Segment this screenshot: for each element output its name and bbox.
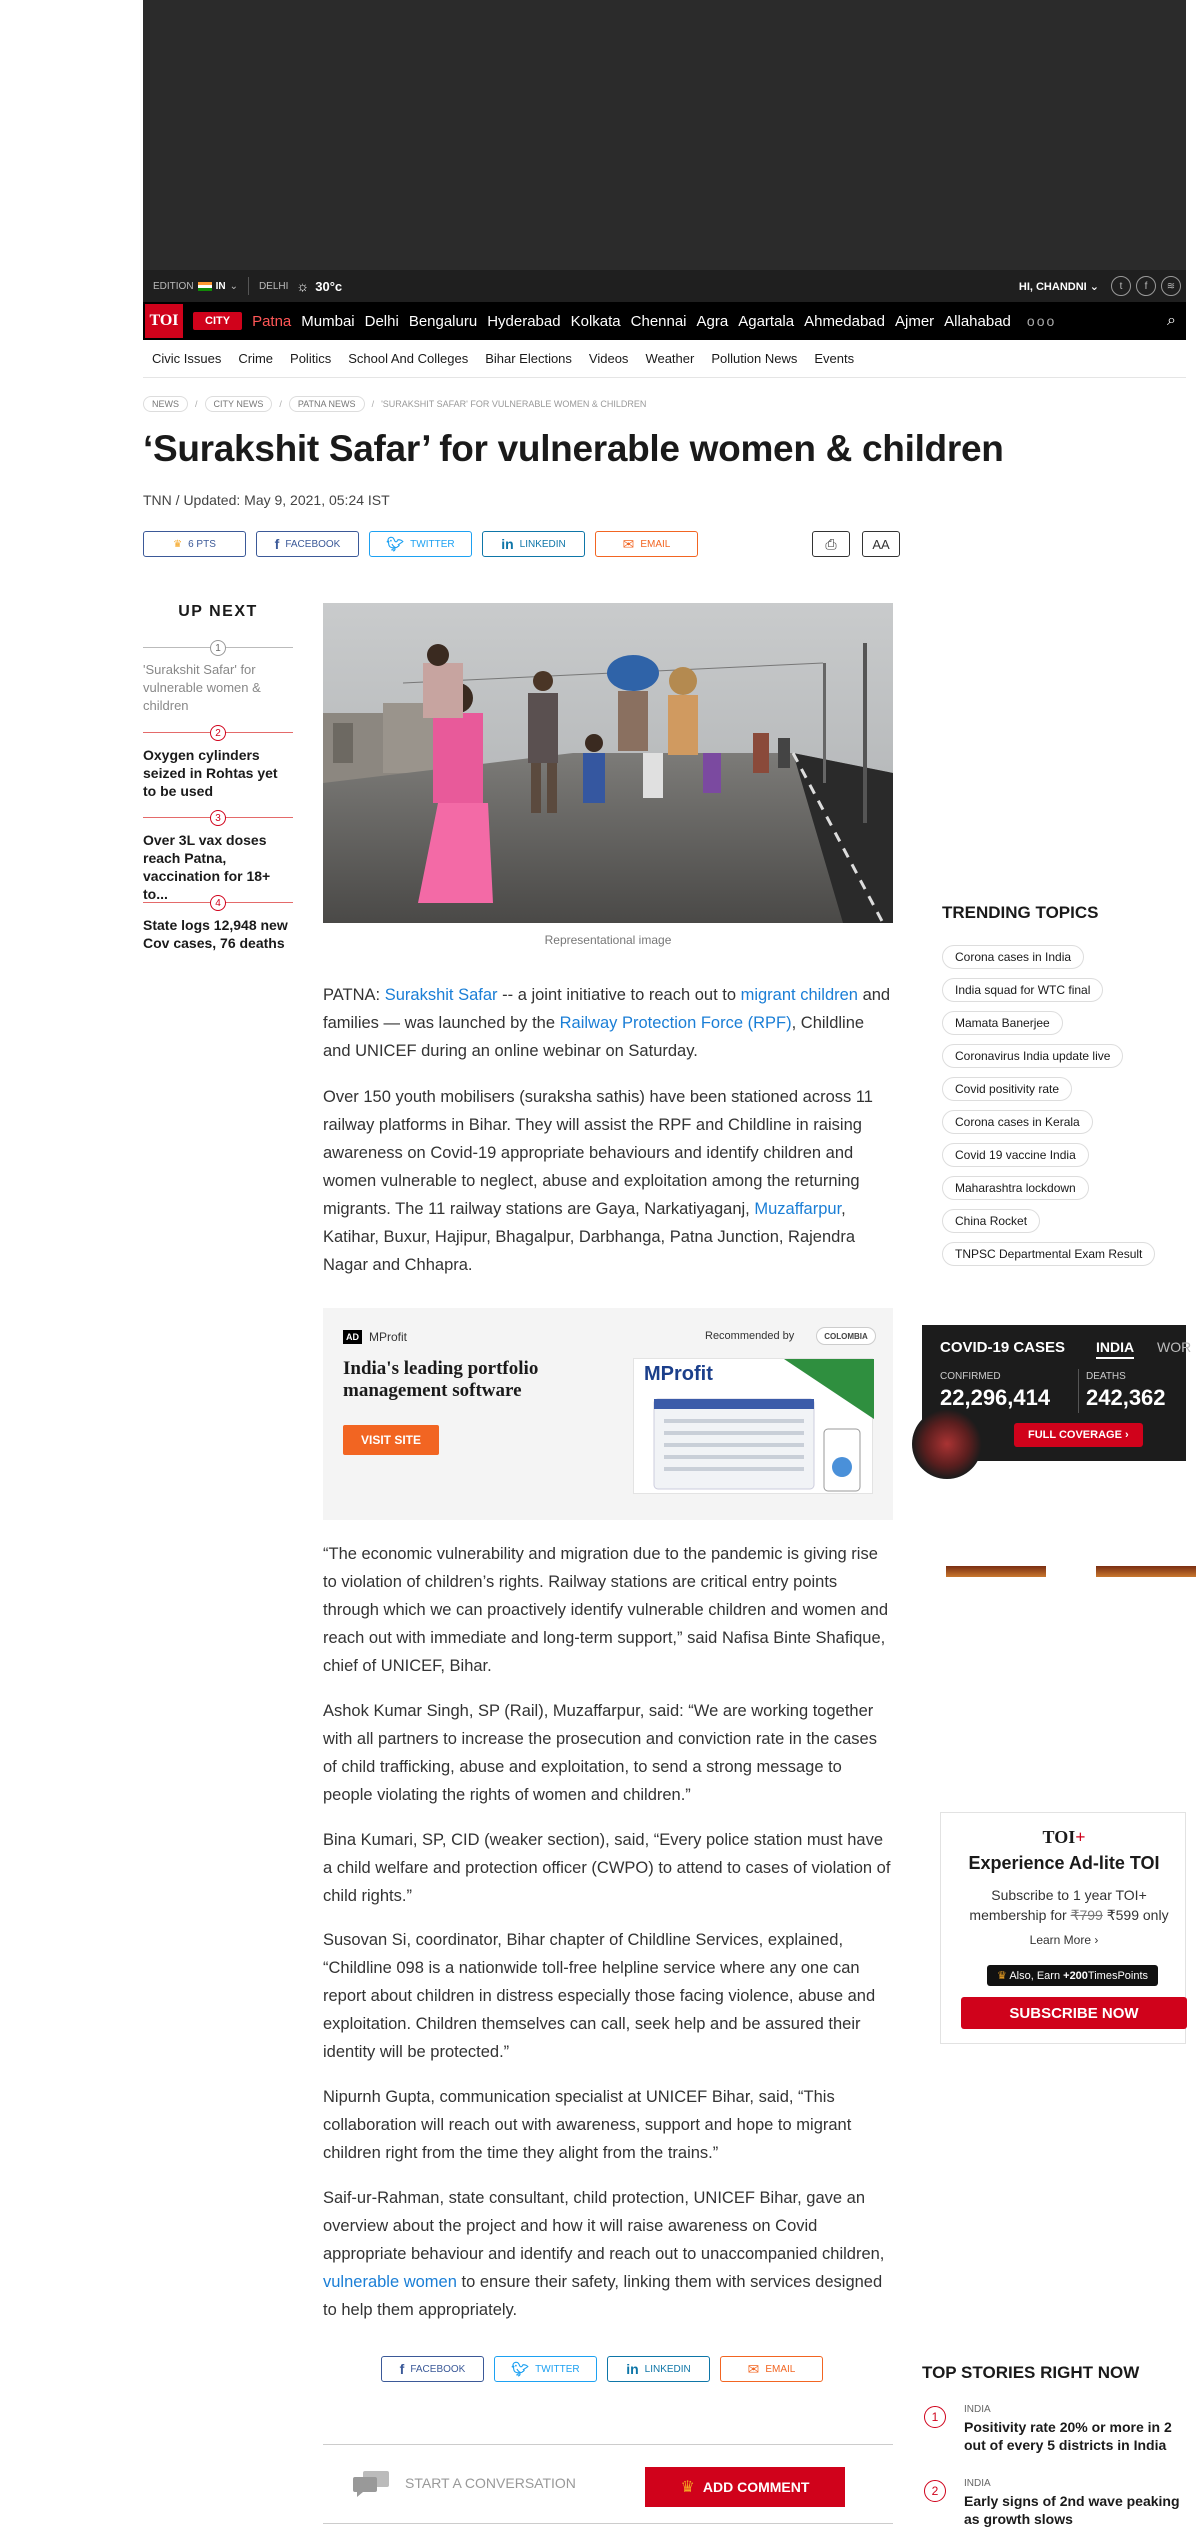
image-caption: Representational image [544, 933, 672, 947]
thumbnail-image[interactable] [1096, 1566, 1196, 1588]
up-next-item[interactable] [143, 640, 293, 715]
article-paragraph-3: “The economic vulnerability and migration due to the pandemic is giving rise to violation of children’s rights. Railway stations are critical entry points through which we can proactively identify vulnerable children and women and reach out with immediate and long-term support,” said Nafisa Binte Shafique, chief of UNICEF, Bihar. [323, 1545, 888, 1675]
search-icon[interactable]: ⌕ [1167, 312, 1176, 329]
facebook-label: FACEBOOK [410, 2363, 466, 2375]
native-ad[interactable] [323, 1308, 893, 1520]
story-kicker: INDIA [964, 2478, 991, 2489]
full-coverage-button[interactable]: FULL COVERAGE › [1014, 1423, 1143, 1447]
facebook-icon[interactable]: f [1136, 276, 1156, 296]
article-paragraph-5: Bina Kumari, SP, CID (weaker section), said, “Every police station must have a child welfare and protection officer (CWPO) to attend to cases of violation of child rights.” [323, 1831, 891, 1905]
nav-city-hyderabad[interactable]: Hyderabad [487, 312, 561, 330]
subnav-pollution-news[interactable]: Pollution News [711, 351, 798, 366]
subnav-weather[interactable]: Weather [645, 351, 695, 366]
tab-world[interactable]: WOR [1157, 1339, 1192, 1355]
edition-bar [143, 270, 1186, 302]
font-size-button[interactable] [862, 531, 900, 557]
breadcrumb-city-news[interactable]: CITY NEWS [205, 396, 273, 412]
top-stories-title: TOP STORIES RIGHT NOW [922, 2363, 1140, 2382]
email-icon: ✉ [622, 535, 635, 552]
font-size-label: AA [872, 536, 890, 552]
breadcrumb-separator: / [195, 399, 198, 409]
user-greeting[interactable]: HI, CHANDNI ⌄ [1018, 280, 1099, 293]
thumbnail-image[interactable] [946, 1566, 1046, 1588]
up-next-text: Over 3L vax doses reach Patna, vaccination for 18+ to... [143, 832, 271, 902]
trending-topic[interactable]: Covid 19 vaccine India [942, 1143, 1089, 1167]
breadcrumb-separator: / [279, 399, 282, 409]
linkedin-label: LINKEDIN [644, 2363, 691, 2375]
facebook-label: FACEBOOK [285, 538, 341, 550]
up-next-number: 2 [210, 725, 226, 741]
article-paragraph-6: Susovan Si, coordinator, Bihar chapter of Childline Services, explained, “Childline 098 is a nationwide toll-free helpline service where any one can report about children in distress especially those facing violence, abuse and exploitation. Children themselves can call, seek help and be assured their identity will be protected.” [323, 1931, 876, 2061]
trending-topic[interactable]: Mamata Banerjee [942, 1011, 1063, 1035]
twitter-label: TWITTER [410, 538, 455, 550]
email-share-button-bottom[interactable] [720, 2356, 823, 2382]
twitter-share-button[interactable] [369, 531, 472, 557]
colombia-logo: COLOMBIA [816, 1327, 876, 1345]
article-paragraph-4: Ashok Kumar Singh, SP (Rail), Muzaffarpur, said: “We are working together with all partners to increase the prosecution and conviction rate in the cases of child trafficking, abuse and exploitation, to send a strong message to people violating the rights of women and children.” [323, 1702, 877, 1804]
section-subnav [143, 340, 1186, 378]
migrant-family-photo [323, 603, 893, 923]
trending-topic[interactable]: China Rocket [942, 1209, 1040, 1233]
linkedin-icon: in [501, 536, 514, 552]
ad-recommended-label: Recommended by [705, 1330, 795, 1342]
facebook-icon: f [399, 2361, 405, 2377]
visit-site-button[interactable]: VISIT SITE [343, 1425, 439, 1455]
linkedin-label: LINKEDIN [519, 538, 566, 550]
story-number: 2 [924, 2480, 946, 2502]
article-headline: ‘Surakshit Safar’ for vulnerable women & children [143, 428, 1004, 469]
link-vulnerable-women[interactable]: vulnerable women [323, 2273, 457, 2291]
deaths-label: DEATHS [1086, 1371, 1126, 1382]
speech-bubble-icon [353, 2471, 389, 2497]
ad-image[interactable] [633, 1358, 873, 1494]
top-story-item[interactable] [922, 2478, 1186, 2526]
email-label: EMAIL [765, 2363, 796, 2375]
facebook-share-button-bottom[interactable] [381, 2356, 484, 2382]
link-migrant-children[interactable]: migrant children [740, 986, 858, 1004]
ad-dashboard-illustration [634, 1359, 874, 1495]
city-navbar [143, 302, 1186, 340]
nav-city-kolkata[interactable]: Kolkata [570, 312, 621, 330]
twitter-label: TWITTER [535, 2363, 580, 2375]
toi-plus-offer: Subscribe to 1 year TOI+ membership for ₹799 ₹599 only [969, 1887, 1169, 1923]
linkedin-share-button-bottom[interactable] [607, 2356, 710, 2382]
subscribe-now-button[interactable]: SUBSCRIBE NOW [961, 1997, 1187, 2029]
toi-logo[interactable]: TOI [145, 304, 183, 338]
trending-topic[interactable]: Covid positivity rate [942, 1077, 1072, 1101]
weather-widget[interactable] [249, 270, 352, 302]
up-next-title: UP NEXT [178, 603, 258, 620]
twitter-icon: 🐦︎ [511, 2360, 530, 2377]
nav-city-bengaluru[interactable]: Bengaluru [408, 312, 478, 330]
breadcrumb-current: 'SURAKSHIT SAFAR' FOR VULNERABLE WOMEN & CHILDREN [381, 399, 647, 409]
up-next-item[interactable] [143, 895, 293, 952]
article-hero-image [323, 603, 893, 923]
sun-icon: ☼ [296, 278, 310, 294]
rss-icon[interactable]: ≋ [1161, 276, 1181, 296]
covid-cases-widget [922, 1325, 1192, 1461]
covid-title: COVID-19 CASES [940, 1339, 1066, 1356]
nav-city-agra[interactable]: Agra [696, 312, 729, 330]
trending-topic[interactable]: Maharashtra lockdown [942, 1176, 1089, 1200]
top-advertisement[interactable] [143, 0, 1186, 270]
link-muzaffarpur[interactable]: Muzaffarpur [754, 1200, 842, 1218]
story-headline: Positivity rate 20% or more in 2 out of every 5 districts in India [964, 2419, 1172, 2453]
up-next-item[interactable] [143, 810, 293, 903]
toi-plus-subscription-box [940, 1812, 1186, 2044]
print-icon: ⎙ [825, 535, 837, 552]
subnav-crime[interactable]: Crime [238, 351, 274, 366]
trending-topic[interactable]: India squad for WTC final [942, 978, 1103, 1002]
up-next-item[interactable] [143, 725, 293, 800]
subnav-civic-issues[interactable]: Civic Issues [152, 351, 222, 366]
toi-plus-logo: TOI+ [1042, 1827, 1086, 1847]
crown-icon: ♛ [173, 538, 183, 550]
nav-city-allahabad[interactable]: Allahabad [944, 312, 1011, 330]
up-next-text: State logs 12,948 new Cov cases, 76 deaths [143, 917, 288, 951]
edition-selector[interactable] [143, 270, 248, 302]
breadcrumb-patna-news[interactable]: PATNA NEWS [289, 396, 365, 412]
city-pill[interactable]: CITY [193, 312, 242, 330]
story-number: 1 [924, 2406, 946, 2428]
nav-city-ajmer[interactable]: Ajmer [895, 312, 935, 330]
up-next-text: Oxygen cylinders seized in Rohtas yet to be used [143, 747, 278, 799]
ad-sponsor: MProfit [369, 1330, 408, 1344]
ad-headline[interactable]: India's leading portfolio management software [343, 1358, 539, 1401]
more-cities-button[interactable]: ooo [1026, 313, 1057, 329]
trending-topic[interactable]: Corona cases in Kerala [942, 1110, 1093, 1134]
add-comment-button[interactable] [645, 2467, 845, 2507]
points-label: 6 PTS [188, 538, 216, 550]
link-surakshit-safar[interactable]: Surakshit Safar [384, 986, 498, 1004]
virus-icon [912, 1409, 982, 1479]
linkedin-share-button[interactable] [482, 531, 585, 557]
up-next-number: 3 [210, 810, 226, 826]
subnav-school-and-colleges[interactable]: School And Colleges [348, 351, 469, 366]
nav-city-delhi[interactable]: Delhi [364, 312, 399, 330]
ad-badge: AD [343, 1330, 362, 1344]
link-railway-protection-force[interactable]: Railway Protection Force (RPF) [559, 1014, 792, 1032]
twitter-icon[interactable]: t [1111, 276, 1131, 296]
linkedin-icon: in [626, 2361, 639, 2377]
up-next-number: 4 [210, 895, 226, 911]
edition-value: IN [215, 280, 226, 292]
crown-icon: ♛ [680, 2479, 695, 2496]
email-share-button[interactable] [595, 531, 698, 557]
subnav-events[interactable]: Events [814, 351, 855, 366]
nav-city-ahmedabad[interactable]: Ahmedabad [804, 312, 885, 330]
print-button[interactable] [812, 531, 850, 557]
subnav-videos[interactable]: Videos [588, 351, 629, 366]
learn-more-link[interactable]: Learn More › [1029, 1933, 1099, 1947]
twitter-share-button-bottom[interactable] [494, 2356, 597, 2382]
trending-topic[interactable]: Coronavirus India update live [942, 1044, 1123, 1068]
divider [1078, 1369, 1079, 1413]
crown-icon: ♛ [997, 1970, 1007, 1982]
facebook-icon: f [274, 536, 280, 552]
weather-temperature: 30°c [315, 278, 343, 294]
india-flag-icon [198, 282, 212, 291]
comment-bar [323, 2444, 893, 2524]
nav-city-mumbai[interactable]: Mumbai [301, 312, 355, 330]
confirmed-label: CONFIRMED [940, 1371, 1001, 1382]
chevron-down-icon: ⌄ [229, 280, 238, 292]
twitter-icon: 🐦︎ [386, 535, 405, 552]
thumbnail-strip [946, 1566, 1186, 1588]
trending-topics-title: TRENDING TOPICS [942, 903, 1099, 922]
top-story-item[interactable] [922, 2404, 1186, 2452]
email-label: EMAIL [640, 538, 671, 550]
article-paragraph-2: Over 150 youth mobilisers (suraksha sathis) have been stationed across 11 railway platforms in Bihar. They will assist the RPF and Childline in raising awareness on Covid-19 appropriate behaviours and identify children and women vulnerable to neglect, abuse and exploitation among the returning migrants. The 11 railway stations are Gaya, Narkatiyaganj, Muzaffarpur, Katihar, Buxur, Hajipur, Bhagalpur, Darbhanga, Patna Junction, Rajendra Nagar and Chhapra. [323, 1088, 873, 1274]
subnav-bihar-elections[interactable]: Bihar Elections [485, 351, 572, 366]
start-conversation-label[interactable]: START A CONVERSATION [405, 2475, 576, 2491]
subnav-politics[interactable]: Politics [290, 351, 332, 366]
ad-product-logo: MProfit [644, 1363, 713, 1385]
confirmed-value: 22,296,414 [940, 1385, 1051, 1410]
story-headline: Early signs of 2nd wave peaking as growth slows [964, 2493, 1180, 2527]
add-comment-label: ADD COMMENT [702, 2479, 810, 2495]
weather-city: DELHI [258, 280, 289, 292]
email-icon: ✉ [747, 2360, 760, 2377]
nav-city-agartala[interactable]: Agartala [738, 312, 795, 330]
toi-plus-headline: Experience Ad-lite TOI [968, 1853, 1160, 1873]
facebook-share-button[interactable] [256, 531, 359, 557]
up-next-text: 'Surakshit Safar' for vulnerable women & children [143, 662, 261, 713]
times-points-button[interactable] [143, 531, 246, 557]
nav-city-chennai[interactable]: Chennai [630, 312, 687, 330]
breadcrumb-separator: / [371, 399, 375, 409]
tab-india[interactable]: INDIA [1096, 1339, 1134, 1359]
article-paragraph-1: PATNA: Surakshit Safar -- a joint initiative to reach out to migrant children and families — was launched by the Railway Protection Force (RPF), Childline and UNICEF during an online webinar on Saturday. [323, 986, 891, 1060]
article-byline: TNN / Updated: May 9, 2021, 05:24 IST [143, 492, 390, 508]
breadcrumb-news[interactable]: NEWS [143, 396, 188, 412]
breadcrumb [143, 396, 646, 412]
earn-points-badge: ♛ Also, Earn +200TimesPoints [987, 1965, 1158, 1986]
nav-city-patna[interactable]: Patna [252, 312, 292, 330]
deaths-value: 242,362 [1086, 1385, 1166, 1410]
up-next-number: 1 [210, 640, 226, 656]
article-paragraph-8: Saif-ur-Rahman, state consultant, child protection, UNICEF Bihar, gave an overview about the project and how it will raise awareness on Covid appropriate behaviour and identify and reach out to unaccompanied children, vulnerable women to ensure their safety, linking them with services designed to help them appropriately. [323, 2189, 885, 2319]
article-paragraph-7: Nipurnh Gupta, communication specialist at UNICEF Bihar, said, “This collaboration will reach out with awareness, support and hope to migrant children right from the time they alight from the trains.” [323, 2088, 852, 2162]
trending-topic[interactable]: Corona cases in India [942, 945, 1084, 969]
story-kicker: INDIA [964, 2404, 991, 2415]
edition-label: EDITION [153, 280, 194, 292]
trending-topic[interactable]: TNPSC Departmental Exam Result [942, 1242, 1155, 1266]
